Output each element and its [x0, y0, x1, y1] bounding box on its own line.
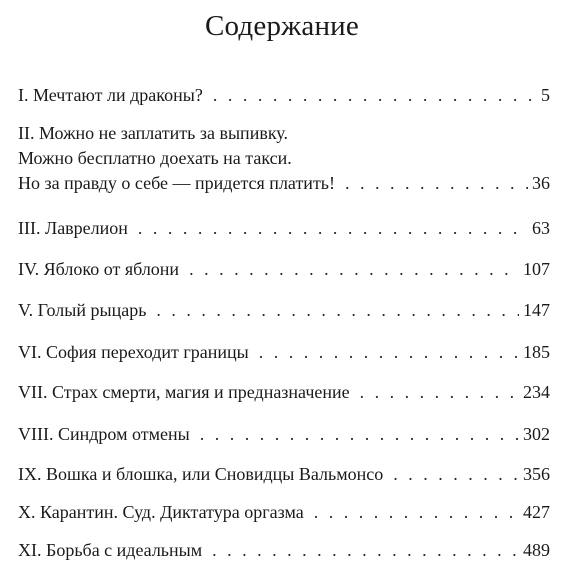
toc-page-number: 107: [523, 259, 550, 279]
toc-entry-3: [18, 217, 550, 239]
toc-entry-title: IV. Яблоко от яблони: [18, 259, 180, 279]
toc-entry-11: [18, 539, 550, 561]
toc-page-number: 356: [523, 464, 550, 484]
dot-leader: [360, 381, 519, 403]
dot-leader: [259, 341, 519, 363]
toc-page-number: 489: [523, 540, 550, 560]
toc-entry-10: [18, 501, 550, 523]
toc-entry-line: [18, 539, 550, 561]
toc-entry-title: I. Мечтают ли драконы?: [18, 85, 203, 105]
dot-leader: [314, 501, 519, 523]
page-title: Содержание: [205, 10, 359, 42]
toc-entry-title: IX. Вошка и блошка, или Сновидцы Вальмонсо: [18, 464, 384, 484]
toc-page-number: 185: [523, 342, 550, 362]
toc-entry-line: [18, 217, 550, 239]
toc-page-number: 63: [532, 218, 550, 238]
dot-leader: [200, 423, 519, 445]
dot-leader: [156, 299, 519, 321]
toc-entry-title: VIII. Синдром отмены: [18, 424, 190, 444]
toc-entry-4: [18, 258, 550, 280]
toc-entry-title: V. Голый рыцарь: [18, 300, 147, 320]
toc-entry-line: [18, 147, 550, 169]
toc-page-number: 234: [523, 382, 550, 402]
dot-leader: [212, 539, 519, 561]
toc-entry-line: [18, 299, 550, 321]
toc-page-number: 427: [523, 502, 550, 522]
toc-entry-title: XI. Борьба с идеальным: [18, 540, 203, 560]
toc-entry-line: [18, 381, 550, 403]
toc-entry-line: [18, 423, 550, 445]
toc-entry-title: VI. София переходит границы: [18, 342, 249, 362]
toc-entry-1: [18, 84, 550, 106]
toc-entry-title: X. Карантин. Суд. Диктатура оргазма: [18, 502, 304, 522]
dot-leader: [138, 217, 528, 239]
toc-page-number: 302: [523, 424, 550, 444]
toc-entry-title-continued: Но за правду о себе — придется платить!: [18, 173, 336, 193]
toc-entry-title: II. Можно не заплатить за выпивку.: [18, 123, 289, 143]
toc-entry-line: [18, 84, 550, 106]
toc-entry-title: VII. Страх смерти, магия и предназначение: [18, 382, 350, 402]
toc-entry-5: [18, 299, 550, 321]
toc-page-number: 147: [523, 300, 550, 320]
toc-entry-6: [18, 341, 550, 363]
toc-entry-line: [18, 501, 550, 523]
toc-entry-line: [18, 122, 550, 144]
toc-page-number: 36: [532, 173, 550, 193]
toc-entry-2: [18, 122, 550, 194]
toc-entry-title-continued: Можно бесплатно доехать на такси.: [18, 148, 292, 168]
toc-entry-line: [18, 341, 550, 363]
toc-entry-9: [18, 463, 550, 485]
dot-leader: [393, 463, 519, 485]
dot-leader: [213, 84, 537, 106]
dot-leader: [189, 258, 519, 280]
toc-page-number: 5: [541, 85, 550, 105]
toc-entry-7: [18, 381, 550, 403]
toc-entry-title: III. Лаврелион: [18, 218, 128, 238]
toc-entry-line: [18, 172, 550, 194]
toc-entry-line: [18, 258, 550, 280]
toc-entry-8: [18, 423, 550, 445]
dot-leader: [345, 172, 528, 194]
toc-entry-line: [18, 463, 550, 485]
